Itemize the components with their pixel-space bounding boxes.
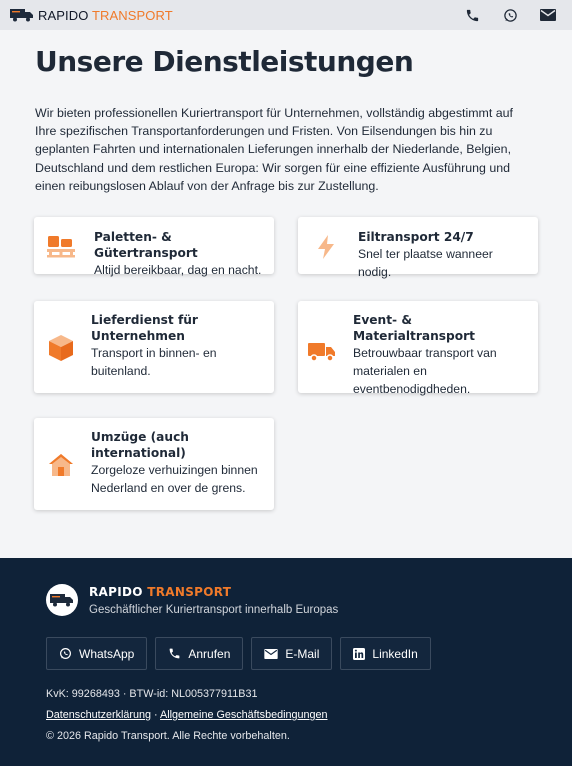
linkedin-button-label: LinkedIn <box>372 646 418 661</box>
service-card-body <box>91 429 259 510</box>
email-button-label: E-Mail <box>285 646 320 661</box>
phone-icon <box>168 647 181 660</box>
terms-link[interactable]: Allgemeine Geschäftsbedingungen <box>160 709 328 721</box>
whatsapp-icon[interactable] <box>502 7 518 23</box>
footer-legal-links <box>46 709 328 721</box>
brand-name-part1: RAPIDO <box>38 7 89 23</box>
whatsapp-button-label: WhatsApp <box>79 646 135 661</box>
truck-icon <box>308 338 336 366</box>
service-text: Betrouwbaar transport van materialen en eventbenodigdheden. <box>353 346 497 396</box>
service-card-body <box>94 229 262 277</box>
footer-brand-part2: TRANSPORT <box>147 585 232 599</box>
phone-icon[interactable] <box>464 7 480 23</box>
service-title: Lieferdienst für Unternehmen <box>91 313 198 343</box>
footer-brand <box>46 584 338 616</box>
brand-name <box>38 8 173 23</box>
linkedin-button[interactable] <box>340 637 430 670</box>
service-text: Snel ter plaatse wanneer nodig. <box>358 247 493 279</box>
footer-brand-part1: RAPIDO <box>89 585 143 599</box>
intro-text: Wir bieten professionellen Kuriertransport für Unternehmen, vollständig abgestimmt auf Ihre spezifischen Transportanforderungen und Fristen. Von Eilsendungen bis hin zu geplanten Fahrten und internationalen Lieferungen innerhalb der Niederlande, Belgien, Deutschland und dem restlichen Europa: Wir sorgen für eine effiziente Ausführung und einen reibungslosen Ablauf von der Anfrage bis zur Zustellung. <box>35 106 513 193</box>
brand-name-part2: TRANSPORT <box>91 7 173 23</box>
services-section <box>35 45 540 195</box>
company-registration: KvK: 99268493 · BTW-id: NL005377911B31 <box>46 688 258 700</box>
footer-subtitle: Geschäftlicher Kuriertransport innerhalb Europas <box>89 604 339 616</box>
service-card-express[interactable] <box>298 217 538 279</box>
linkedin-icon <box>353 648 365 660</box>
service-card-event-material[interactable] <box>298 301 538 396</box>
lightning-icon <box>312 233 340 261</box>
service-text: Transport in binnen- en buitenland. <box>91 346 217 378</box>
email-button[interactable] <box>251 637 332 670</box>
service-title: Eiltransport 24/7 <box>358 230 474 244</box>
service-title: Paletten- & Gütertransport <box>94 230 198 260</box>
brand[interactable] <box>10 7 173 23</box>
box-icon <box>47 334 75 362</box>
service-card-body <box>358 229 526 279</box>
footer-brand-name <box>89 585 338 599</box>
service-card-body <box>353 312 526 396</box>
footer-contact-buttons <box>46 637 431 670</box>
page-title: Unsere Dienstleistungen <box>35 45 414 78</box>
service-title: Umzüge (auch international) <box>91 430 189 460</box>
mail-icon[interactable] <box>540 7 556 23</box>
pallet-icon <box>47 233 75 261</box>
service-card-pallets[interactable] <box>34 217 274 277</box>
top-bar <box>0 0 572 30</box>
service-text: Altijd bereikbaar, dag en nacht. <box>94 263 262 277</box>
service-title: Event- & Materialtransport <box>353 313 475 343</box>
copyright: © 2026 Rapido Transport. Alle Rechte vorbehalten. <box>46 730 290 742</box>
truck-logo-icon <box>10 7 34 23</box>
whatsapp-button[interactable] <box>46 637 147 670</box>
service-card-body <box>91 312 241 393</box>
service-card-business-delivery[interactable] <box>34 301 274 393</box>
footer-brand-text <box>89 584 338 616</box>
privacy-link[interactable]: Datenschutzerklärung <box>46 709 152 721</box>
mail-icon <box>264 649 278 659</box>
service-card-relocation[interactable] <box>34 418 274 510</box>
call-button-label: Anrufen <box>188 646 231 661</box>
link-separator: · <box>154 709 158 721</box>
whatsapp-icon <box>59 647 72 660</box>
house-icon <box>47 451 75 479</box>
footer <box>0 558 572 766</box>
footer-logo-icon <box>46 584 78 616</box>
service-text: Zorgeloze verhuizingen binnen Nederland en over de grens. <box>91 463 258 495</box>
call-button[interactable] <box>155 637 243 670</box>
top-contact-icons <box>464 7 562 23</box>
